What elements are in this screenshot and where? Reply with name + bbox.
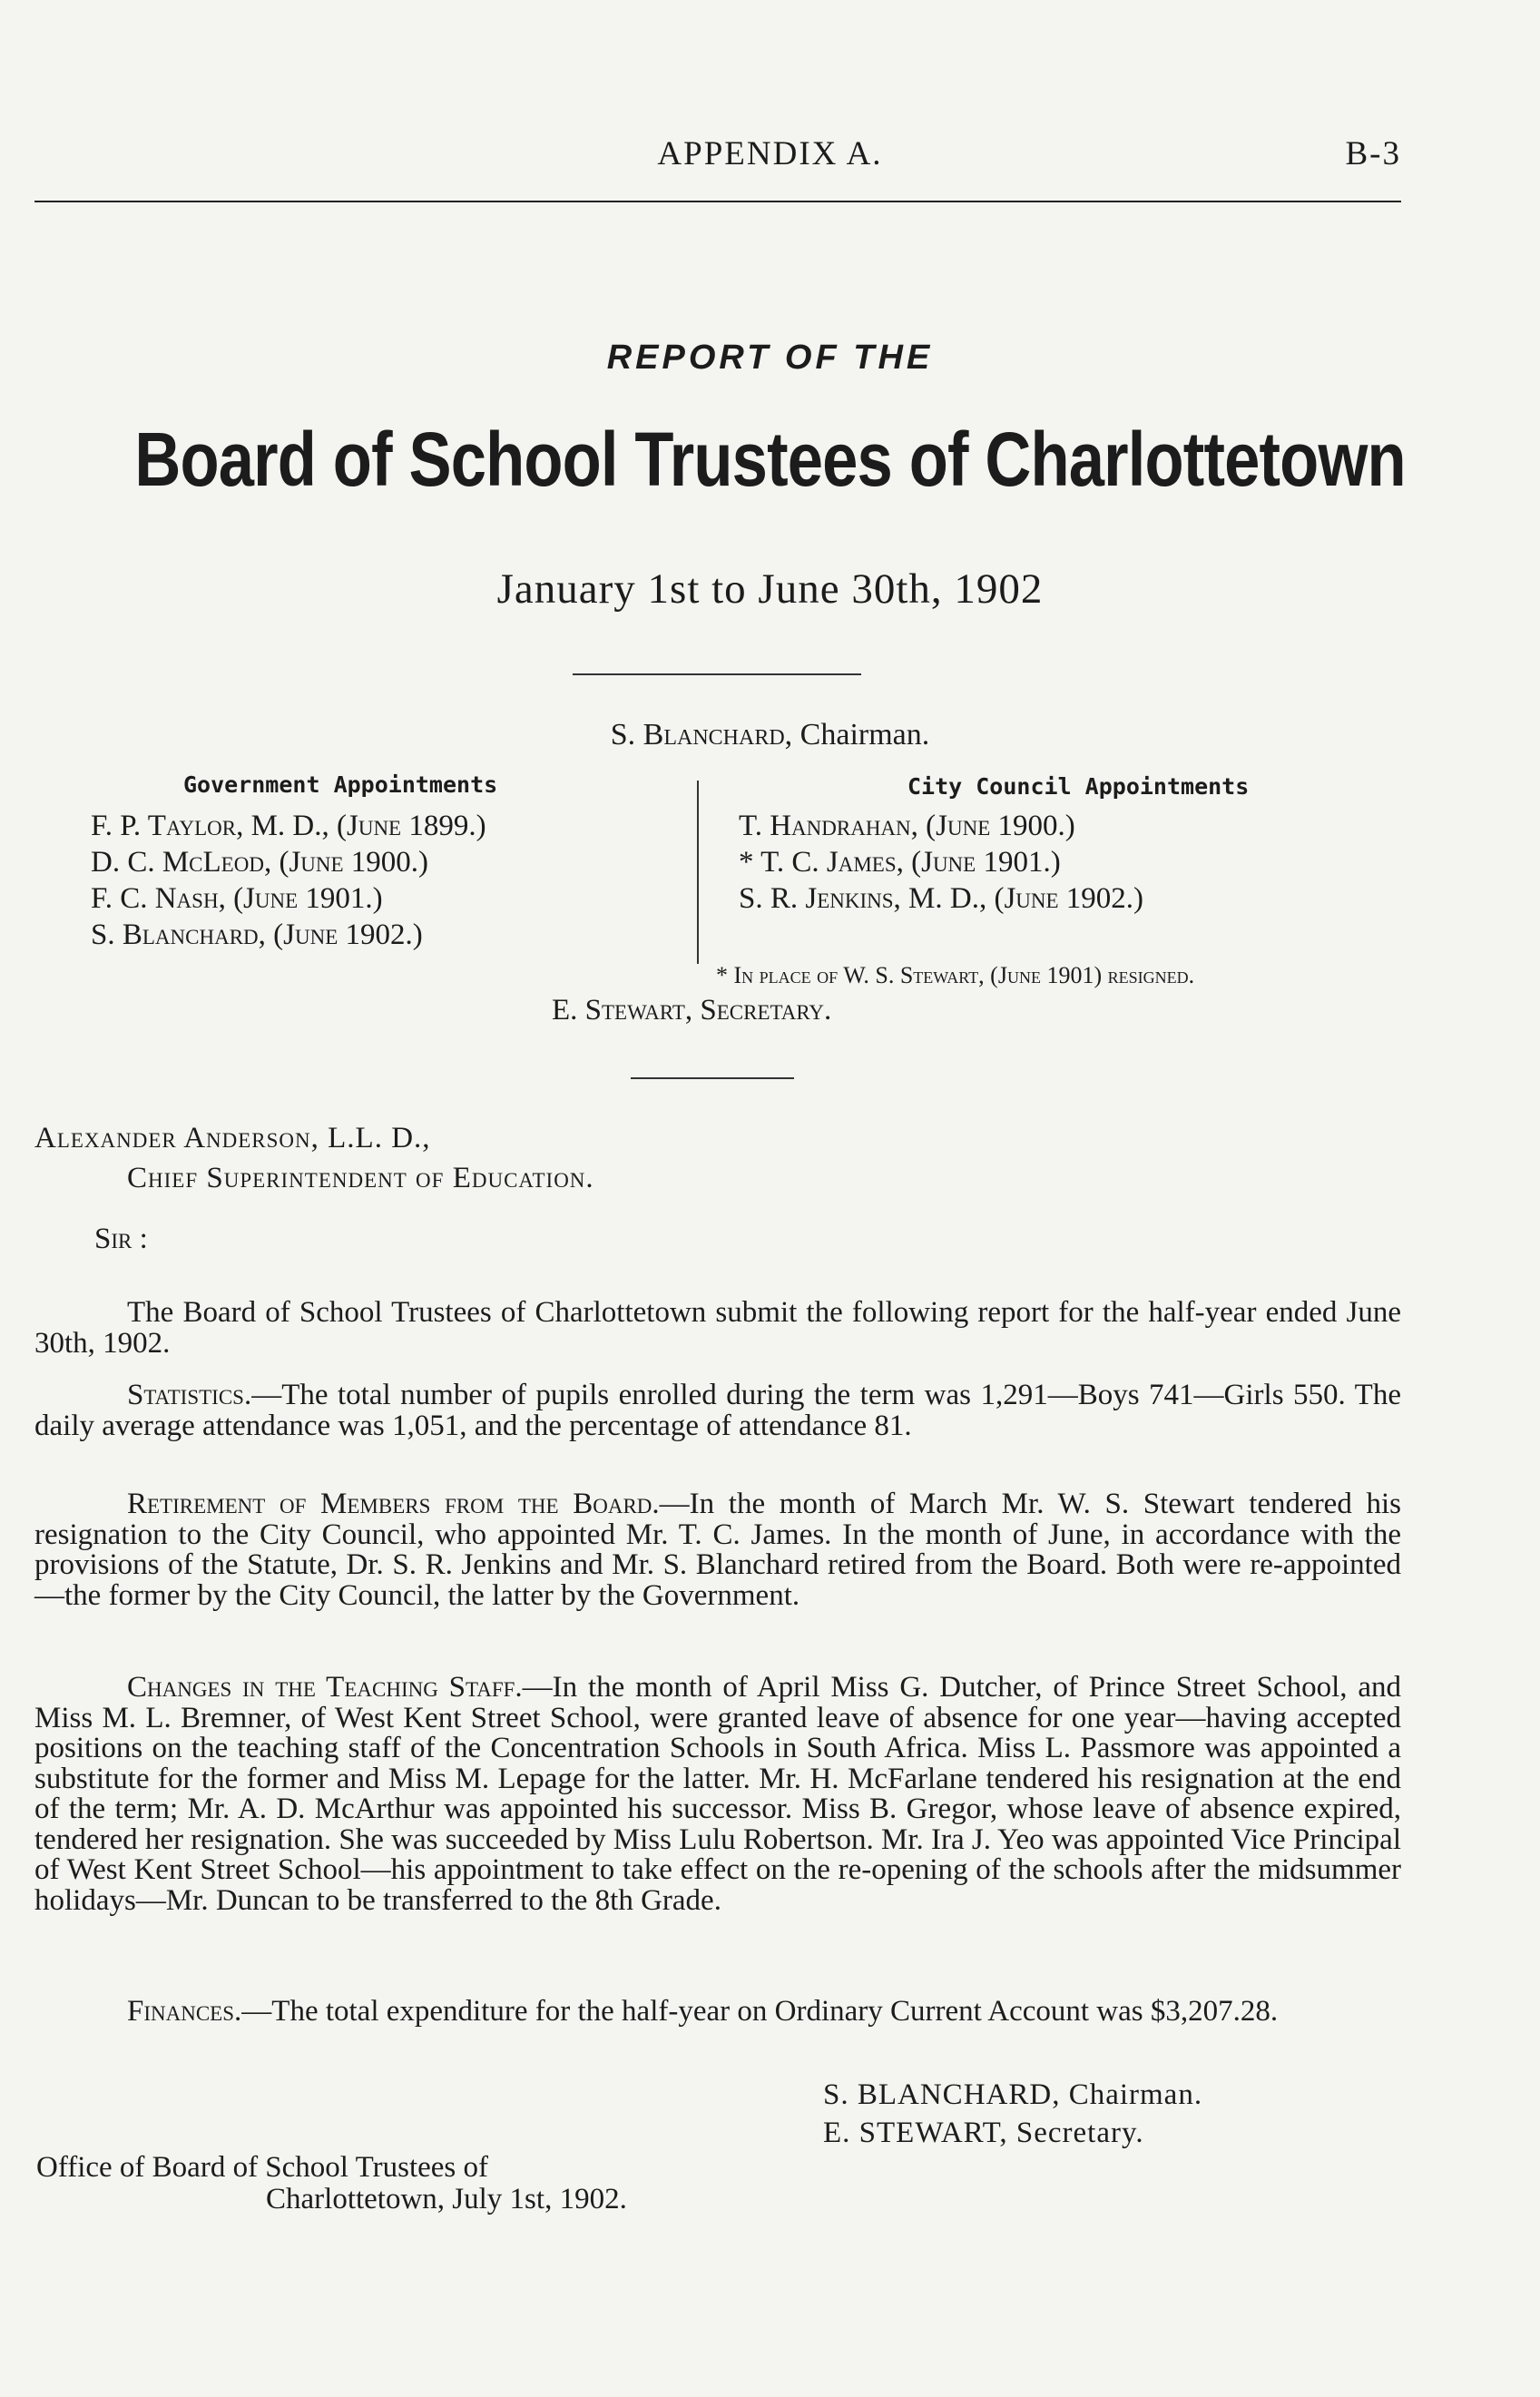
column-divider <box>697 781 699 964</box>
government-appointments-list <box>91 808 486 953</box>
list-item: S. Blanchard, (June 1902.) <box>91 919 423 951</box>
running-header-title: APPENDIX A. <box>657 135 883 172</box>
intro-paragraph: The Board of School Trustees of Charlottetown submit the following report for the half-year ended June 30th, 1902. <box>34 1296 1401 1360</box>
statistics-heading: Statistics. <box>127 1379 252 1411</box>
divider-rule <box>631 1077 794 1079</box>
city-council-appointments-heading: City Council Appointments <box>907 773 1250 800</box>
date-range: January 1st to June 30th, 1902 <box>496 565 1044 613</box>
page-number: B-3 <box>1345 135 1401 172</box>
header-rule <box>34 201 1401 202</box>
retirement-body: —In the month of March Mr. W. S. Stewart tendered his resignation to the City Council, who appointed Mr. T. C. James. In the month of June, in accordance with the provisions of the Statute, Dr. S. R. Jenkins and Mr. S. Blanchard retired from the Board. Both were re-appointed—the former by the City Council, the latter by the Government. <box>34 1488 1401 1612</box>
office-line-1: Office of Board of School Trustees of <box>36 2151 488 2184</box>
staff-changes-body: —In the month of April Miss G. Dutcher, of Prince Street School, and Miss M. L. Bremner, of West Kent Street School, were granted leave of absence for one year—having accepted positions on the teaching staff of the Concentration Schools in South Africa. Miss L. Passmore was appointed a substitute for the former and Miss M. Lepage for the latter. Mr. H. McFarlane tendered his resignation at the end of the term; Mr. A. D. McArthur was appointed his successor. Miss B. Gregor, whose leave of absence expired, tendered her resignation. She was succeeded by Miss Lulu Robertson. Mr. Ira J. Yeo was appointed Vice Principal of West Kent Street School—his appointment to take effect on the re-opening of the schools after the midsummer holidays—Mr. Duncan to be transferred to the 8th Grade. <box>34 1671 1401 1917</box>
government-appointments-heading: Government Appointments <box>183 771 498 798</box>
chairman-line <box>0 718 1540 752</box>
finances-heading: Finances. <box>127 1995 242 2028</box>
retirement-heading: Retirement of Members from the Board. <box>127 1488 660 1520</box>
divider-rule <box>573 673 861 675</box>
list-item: F. P. Taylor, M. D., (June 1899.) <box>91 810 486 842</box>
staff-changes-heading: Changes in the Teaching Staff. <box>127 1671 523 1704</box>
chairman-signature: S. BLANCHARD, Chairman. <box>823 2078 1203 2111</box>
statistics-paragraph <box>34 1380 1401 1441</box>
city-council-appointments-list <box>739 808 1143 917</box>
salutation: Sir : <box>94 1223 148 1255</box>
secretary-signature: E. STEWART, Secretary. <box>823 2117 1144 2149</box>
footnote: * In place of W. S. Stewart, (June 1901) resigned. <box>716 962 1195 988</box>
finances-paragraph <box>34 1997 1401 2028</box>
secretary-line: E. Stewart, Secretary. <box>552 994 832 1027</box>
statistics-body: —The total number of pupils enrolled during the term was 1,291—Boys 741—Girls 550. The daily average attendance was 1,051, and the percentage of attendance 81. <box>34 1379 1401 1442</box>
list-item: S. R. Jenkins, M. D., (June 1902.) <box>739 882 1144 915</box>
list-item: T. Handrahan, (June 1900.) <box>739 810 1075 842</box>
list-item: D. C. McLeod, (June 1900.) <box>91 846 429 879</box>
office-line-2: Charlottetown, July 1st, 1902. <box>266 2183 627 2215</box>
addressee-name: Alexander Anderson, L.L. D., <box>34 1122 431 1154</box>
staff-changes-paragraph <box>34 1673 1401 1916</box>
board-title: Board of School Trustees of Charlottetown <box>134 417 1406 502</box>
report-of-heading: REPORT OF THE <box>606 339 934 377</box>
list-item: * T. C. James, (June 1901.) <box>739 846 1061 879</box>
chairman-name: S. Blanchard <box>610 718 785 752</box>
addressee-title: Chief Superintendent of Education. <box>127 1162 594 1194</box>
finances-body: —The total expenditure for the half-year on Ordinary Current Account was $3,207.28. <box>241 1995 1279 2028</box>
chairman-role: , Chairman. <box>784 718 930 752</box>
retirement-paragraph <box>34 1489 1401 1611</box>
list-item: F. C. Nash, (June 1901.) <box>91 882 383 915</box>
